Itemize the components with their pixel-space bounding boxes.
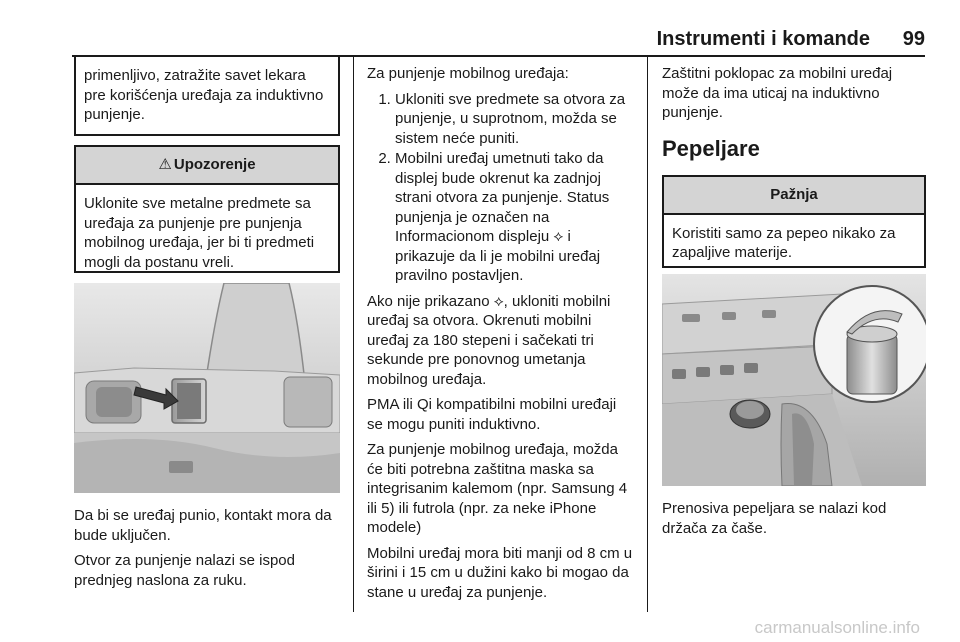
page-header (0, 0, 960, 56)
paragraph: Ako nije prikazano ⟡, ukloniti mobilni uređaj sa otvora. Okrenuti mobilni uređaj za 180 stepeni i sačekati tri sekunde pre ponovnog umetanja mobilnog uređaja. (367, 292, 611, 388)
charging-slot-illustration (74, 283, 340, 493)
column-1-text (74, 506, 344, 596)
warning-title: Upozorenje (173, 156, 256, 173)
column-2 (367, 64, 635, 608)
caution-text: Koristiti samo za pepeo nikako za zapaljive materije. (672, 224, 896, 261)
step-item: 2. Mobilni uređaj umetnuti tako da displej bude okrenut ka zadnjoj strani otvora za punjenje. Status punjenja je označen na Informacionom displeju ⟡ i prikazuje da li je mobilni uređaj pravilno postavljen. (395, 149, 635, 286)
continued-warning-text: primenljivo, zatražite savet lekara pre korišćenja uređaja za induktivno punjenje. (84, 67, 324, 123)
paragraph: Zaštitni poklopac za mobilni uređaj može da ima uticaj na induktivno punjenje. (662, 65, 893, 121)
caution-header: Pažnja (664, 177, 924, 215)
warning-box (74, 145, 340, 273)
steps-list (367, 90, 635, 286)
warning-triangle-icon: ⚠ (158, 156, 172, 173)
paragraph: Otvor za punjenje nalazi se ispod prednjeg naslona za ruku. (74, 552, 295, 589)
page-number: 99 (902, 28, 925, 50)
column-divider (353, 57, 354, 612)
caution-box (662, 175, 926, 268)
step-item: 1. Ukloniti sve predmete sa otvora za punjenje, u suprotnom, možda se sistem neće puniti. (395, 90, 635, 149)
ashtray-illustration (662, 274, 926, 486)
instructions-intro: Za punjenje mobilnog uređaja: (367, 65, 569, 82)
column-divider (647, 57, 648, 612)
paragraph: Prenosiva pepeljara se nalazi kod držača za čaše. (662, 500, 887, 537)
warning-text: Uklonite sve metalne predmete sa uređaja za punjenje pre punjenja mobilnog uređaja, jer bi ti predmeti mogli da postanu vreli. (84, 195, 315, 271)
column-3 (662, 64, 926, 268)
paragraph: PMA ili Qi kompatibilni mobilni uređaji se mogu puniti induktivno. (367, 396, 617, 433)
column-3-after-image (662, 499, 926, 544)
paragraph: Mobilni uređaj mora biti manji od 8 cm u širini i 15 cm u dužini kako bi mogao da stane u uređaj za punjenje. (367, 544, 633, 601)
paragraph: Da bi se uređaj punio, kontakt mora da bude uključen. (74, 507, 332, 544)
section-title: Pepeljare (662, 135, 760, 161)
watermark: carmanualsonline.info (754, 618, 920, 637)
chapter-title: Instrumenti i komande (656, 28, 870, 50)
warning-header (76, 147, 338, 185)
continued-warning-box (74, 56, 340, 136)
paragraph: Za punjenje mobilnog uređaja, možda će biti potrebna zaštitna maska sa integrisanim kalemom (npr. Samsung 4 ili 5) ili futrola (npr. za neke iPhone modele) (367, 441, 628, 536)
